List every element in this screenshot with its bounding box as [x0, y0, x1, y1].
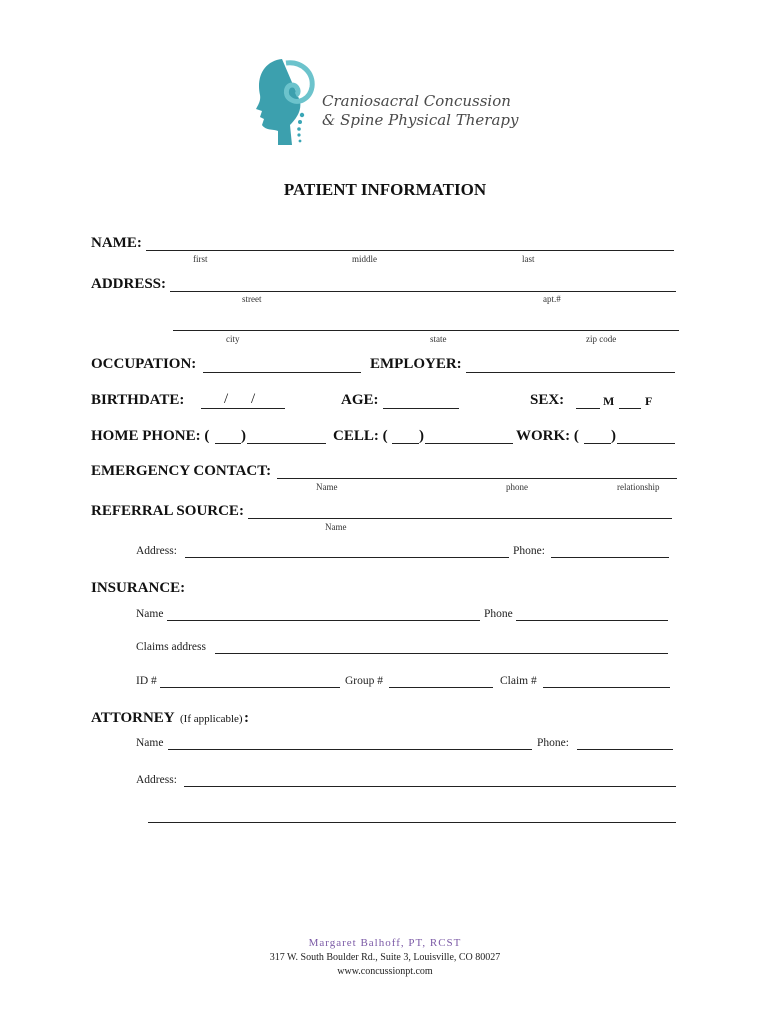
apt-caption: apt.# [543, 294, 561, 304]
birthdate-slash-1: / [224, 391, 229, 407]
attorney-colon: : [244, 710, 249, 726]
city-state-zip-field[interactable] [173, 330, 679, 331]
footer-practitioner-name: Margaret Balhoff, PT, RCST [308, 937, 462, 949]
emergency-contact-label: EMERGENCY CONTACT: [91, 463, 272, 479]
referral-phone-field[interactable] [551, 557, 669, 558]
age-label: AGE: [341, 392, 379, 408]
attorney-address-line-2-field[interactable] [148, 822, 676, 823]
cell-phone-paren: ) [419, 428, 424, 444]
cell-area-code-field[interactable] [392, 443, 419, 444]
city-caption: city [226, 334, 240, 344]
claims-address-field[interactable] [215, 653, 668, 654]
insurance-id-label: ID # [136, 675, 157, 687]
emergency-phone-caption: phone [506, 482, 528, 492]
home-phone-label: HOME PHONE: ( [91, 428, 210, 444]
sex-m-checkbox[interactable] [576, 408, 600, 409]
street-field[interactable] [170, 291, 676, 292]
birthdate-field[interactable] [201, 408, 285, 409]
birthdate-slash-2: / [251, 391, 256, 407]
attorney-note: (If applicable) [180, 713, 243, 725]
footer-address: 317 W. South Boulder Rd., Suite 3, Louisville, CO 80027 [269, 952, 501, 963]
insurance-id-field[interactable] [160, 687, 340, 688]
zip-caption: zip code [586, 334, 617, 344]
name-field[interactable] [146, 250, 674, 251]
logo-line-1: Craniosacral Concussion [322, 92, 511, 110]
work-area-code-field[interactable] [584, 443, 611, 444]
age-field[interactable] [383, 408, 459, 409]
claim-number-field[interactable] [543, 687, 670, 688]
occupation-field[interactable] [203, 372, 361, 373]
group-number-label: Group # [345, 675, 384, 687]
emergency-relationship-caption: relationship [617, 482, 660, 492]
emergency-contact-field[interactable] [277, 478, 677, 479]
insurance-name-label: Name [136, 608, 164, 620]
attorney-phone-label: Phone: [537, 737, 569, 749]
sex-f-label: F [645, 394, 653, 408]
employer-field[interactable] [466, 372, 675, 373]
logo-line-2: & Spine Physical Therapy [322, 111, 519, 129]
page-title: PATIENT INFORMATION [283, 180, 487, 199]
birthdate-label: BIRTHDATE: [91, 392, 185, 408]
attorney-label: ATTORNEY [91, 710, 175, 726]
referral-source-field[interactable] [248, 518, 672, 519]
emergency-name-caption: Name [316, 482, 338, 492]
sex-f-checkbox[interactable] [619, 408, 641, 409]
work-phone-label: WORK: ( [516, 428, 579, 444]
attorney-name-field[interactable] [168, 749, 532, 750]
work-phone-field[interactable] [617, 443, 675, 444]
head-spiral-logo-icon [252, 55, 322, 150]
claims-address-label: Claims address [136, 641, 206, 653]
insurance-phone-label: Phone [484, 608, 513, 620]
name-middle-caption: middle [352, 254, 377, 264]
sex-m-label: M [603, 394, 615, 408]
referral-address-label: Address: [136, 545, 177, 557]
insurance-phone-field[interactable] [516, 620, 668, 621]
name-label: NAME: [91, 235, 142, 251]
home-area-code-field[interactable] [215, 443, 241, 444]
work-phone-paren: ) [611, 428, 616, 444]
home-phone-field[interactable] [247, 443, 326, 444]
attorney-address-field[interactable] [184, 786, 676, 787]
name-first-caption: first [193, 254, 208, 264]
claim-number-label: Claim # [500, 675, 537, 687]
state-caption: state [430, 334, 447, 344]
referral-phone-label: Phone: [513, 545, 545, 557]
address-label: ADDRESS: [91, 276, 167, 292]
attorney-name-label: Name [136, 737, 164, 749]
home-phone-paren: ) [241, 428, 246, 444]
employer-label: EMPLOYER: [370, 356, 462, 372]
insurance-name-field[interactable] [167, 620, 480, 621]
sex-label: SEX: [530, 392, 565, 408]
cell-phone-field[interactable] [425, 443, 513, 444]
occupation-label: OCCUPATION: [91, 356, 197, 372]
name-last-caption: last [522, 254, 535, 264]
street-caption: street [242, 294, 262, 304]
referral-name-caption: Name [325, 522, 347, 532]
insurance-label: INSURANCE: [91, 580, 186, 596]
footer-website-link[interactable]: www.concussionpt.com [337, 966, 433, 977]
attorney-address-label: Address: [136, 774, 177, 786]
group-number-field[interactable] [389, 687, 493, 688]
attorney-phone-field[interactable] [577, 749, 673, 750]
cell-phone-label: CELL: ( [333, 428, 388, 444]
referral-address-field[interactable] [185, 557, 509, 558]
referral-source-label: REFERRAL SOURCE: [91, 503, 244, 519]
